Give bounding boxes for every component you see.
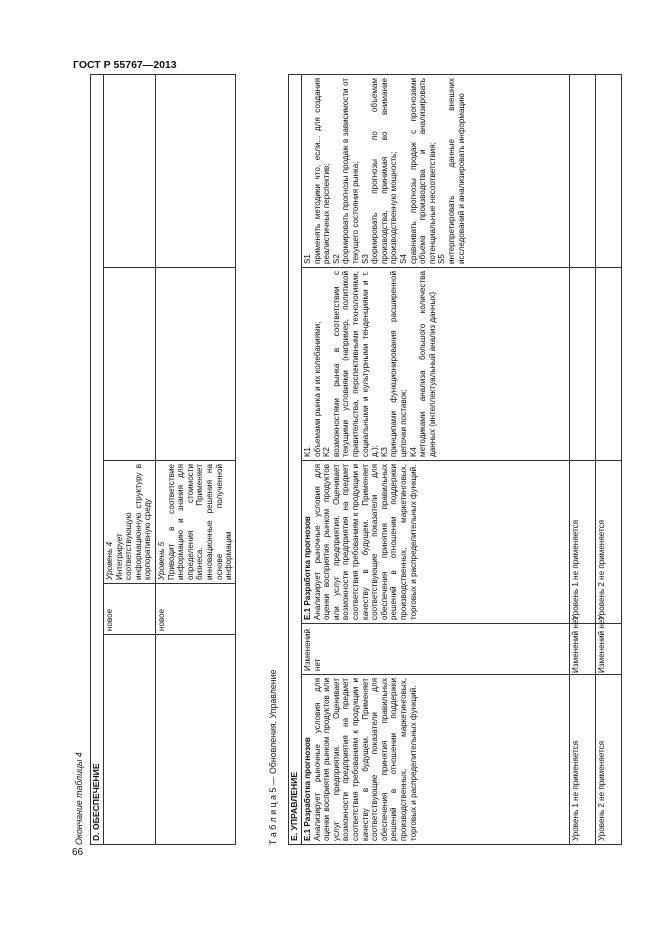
table5-old-description: E.1 Разработка прогнозов Анализирует рыночные условия для оценки восприятия рынком продуктов или услуг предприятия. Оценивает возможности предприятия на предмет соответствия требованиям к продукции и качеству в будущем. Применяет соответствующие показатели для обеспечения принятия правильных решений в отношении поддержки производственных, маркетинговых, торговых и распределительных функций. [302,675,570,845]
table4 [90,74,236,845]
table5-new-level: Уровень 1 не применяется [570,461,596,624]
rotated-content [70,75,661,845]
table-row [156,74,236,844]
document-header: ГОСТ Р 55767—2013 [73,59,177,71]
table-row [104,74,156,844]
table4-caption: Окончание таблицы 4 [74,752,84,845]
table5-change-status: Изменений нет [570,624,596,675]
table5-old-level: Уровень 2 не применяется [596,675,622,845]
table-row [596,75,622,845]
table5-old-level: Уровень 1 не применяется [570,675,596,845]
table-row [302,75,570,845]
table4-section-title: D. ОБЕСПЕЧЕНИЕ [91,74,104,844]
table4-cell-status: новое [156,584,236,635]
table5-knowledge-list: K1 объемами рынка и их колебаниями; K2 возможностями рынка в соответствии с текущими условиями (например, политикой правительства, перспективными технологиями, социальными и культурными тенденциями и т. д.); K3 принципами функционирования расширенной цепочки поставок; K4 методиками анализа большого количества данных (интеллектуальный анализ данных) [302,268,570,461]
table5 [288,74,622,845]
table5-section-title: E. УПРАВЛЕНИЕ [289,75,302,845]
table4-cell-status: новое [104,584,156,635]
table5-change-status: Изменений нет [302,624,570,675]
table5-skills-list: S1 применять методики что, если... для создания реалистичных перспектив; S2 формировать прогнозы продаж в зависимости от текущего состояния рынка; S3 формировать прогнозы по объемам производства, принимая во внимание производственную мощность; S4 сравнивать прогнозы продаж с прогнозами объема производства и анализировать потенциальные несоответствия; S5 интерпретировать данные внешних исследований и анализировать информацию [302,75,570,268]
table5-change-status: Изменений нет [596,624,622,675]
table5-new-level: Уровень 2 не применяется [596,461,622,624]
table5-new-description: E.1 Разработка прогнозов Анализирует рыночные условия для оценки восприятия рынком продуктов или услуг предприятия. Оценивает возможности предприятия на предмет соответствия требованиям к продукции и качеству в будущем. Применяет соответствующие показатели для обеспечения принятия правильных решений в отношении поддержки производственных, маркетинговых, торговых и распределительных функций. [302,461,570,624]
table4-cell-level-text: Уровень 4 Интегрирует соответствующую информационную структуру в корпоративную среду [104,461,156,584]
table4-cell-level-text: Уровень 5 Приводит в соответствие информацию и знания для определения стоимости бизнеса. Применяет инновационные решения на основе полученной информации [156,461,236,584]
table-row [570,75,596,845]
page-number: 66 [72,847,84,858]
table5-caption: Т а б л и ц а 5 — Обновления. Управление [268,669,278,845]
